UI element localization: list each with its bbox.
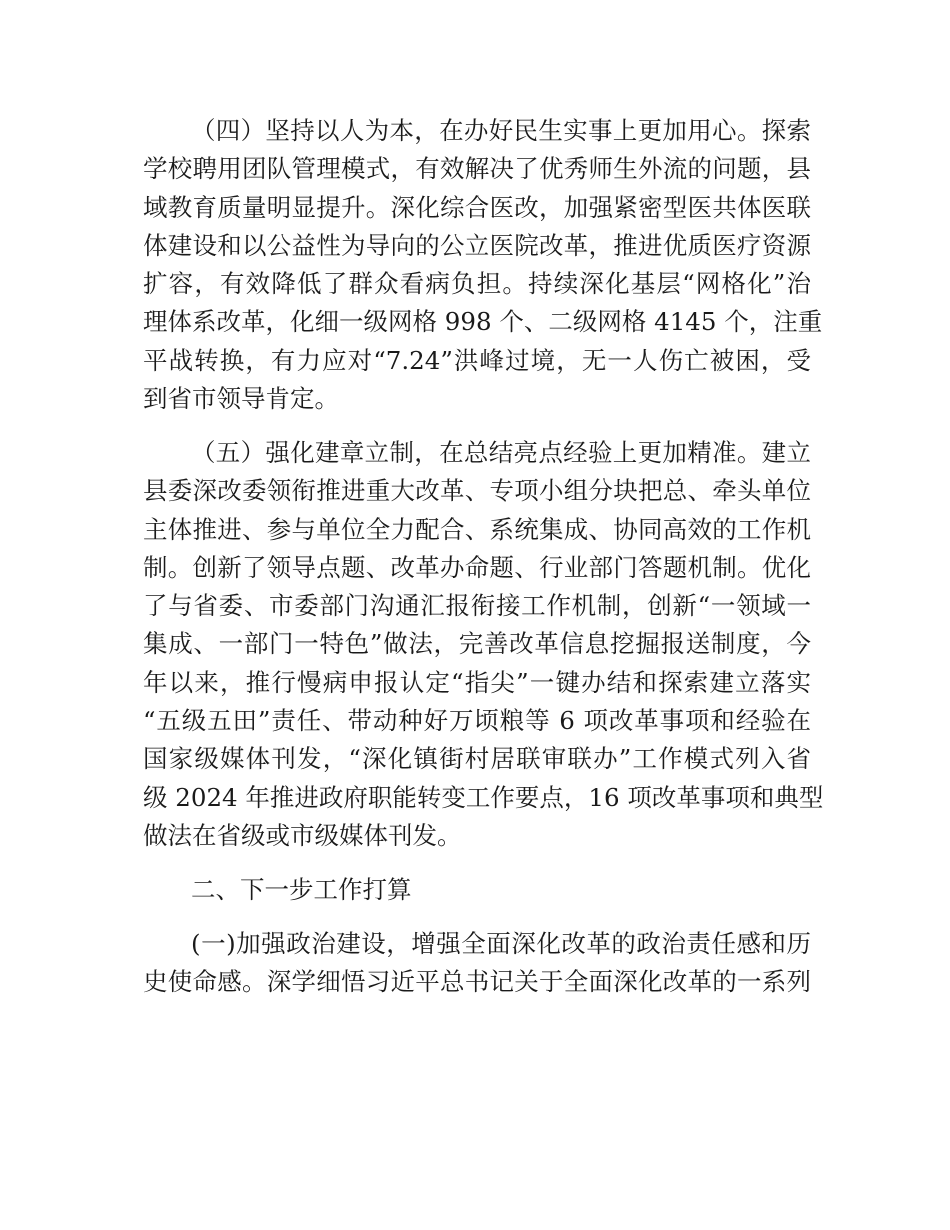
paragraph-line: 级 2024 年推进政府职能转变工作要点，16 项改革事项和典型 [143, 782, 824, 812]
paragraph-line: （四）坚持以人为本，在办好民生实事上更加用心。探索 [191, 116, 811, 145]
paragraph-five [143, 434, 824, 855]
paragraph-line: 县委深改委领衔推进重大改革、专项小组分块把总、牵头单位 [143, 476, 811, 506]
paragraph-line: 年以来，推行慢病申报认定“指尖”一键办结和探索建立落实 [143, 667, 811, 697]
paragraph-line: 体建设和以公益性为导向的公立医院改革，推进优质医疗资源 [143, 230, 811, 260]
paragraph-line: “五级五田”责任、带动种好万顷粮等 6 项改革事项和经验在 [143, 706, 811, 736]
paragraph-line: 平战转换，有力应对“7.24”洪峰过境，无一人伤亡被困，受 [143, 345, 811, 375]
document-body [143, 112, 824, 1017]
paragraph-line: (一)加强政治建设，增强全面深化改革的政治责任感和历 [191, 928, 811, 958]
paragraph-next-one [143, 925, 811, 1002]
paragraph-line: 制。创新了领导点题、改革办命题、行业部门答题机制。优化 [143, 552, 811, 582]
paragraph-line: 域教育质量明显提升。深化综合医改，加强紧密型医共体医联 [143, 192, 811, 222]
paragraph-line: 集成、一部门一特色”做法，完善改革信息挖掘报送制度，今 [143, 629, 811, 659]
paragraph-line: 做法在省级或市级媒体刊发。 [143, 820, 462, 850]
paragraph-four [143, 112, 823, 418]
paragraph-line: 扩容，有效降低了群众看病负担。持续深化基层“网格化”治 [143, 269, 811, 299]
paragraph-line: 到省市领导肯定。 [143, 384, 339, 414]
paragraph-line: 主体推进、参与单位全力配合、系统集成、协同高效的工作机 [143, 514, 811, 544]
paragraph-line: 史使命感。深学细悟习近平总书记关于全面深化改革的一系列 [143, 967, 811, 997]
paragraph-line: （五）强化建章立制，在总结亮点经验上更加精准。建立 [191, 437, 811, 467]
paragraph-line: 理体系改革，化细一级网格 998 个、二级网格 4145 个，注重 [143, 307, 823, 337]
paragraph-line: 国家级媒体刊发，“深化镇街村居联审联办”工作模式列入省 [143, 744, 811, 774]
paragraph-line: 学校聘用团队管理模式，有效解决了优秀师生外流的问题，县 [143, 154, 811, 184]
section-heading: 二、下一步工作打算 [191, 874, 412, 904]
paragraph-line: 了与省委、市委部门沟通汇报衔接工作机制，创新“一领域一 [143, 591, 811, 621]
